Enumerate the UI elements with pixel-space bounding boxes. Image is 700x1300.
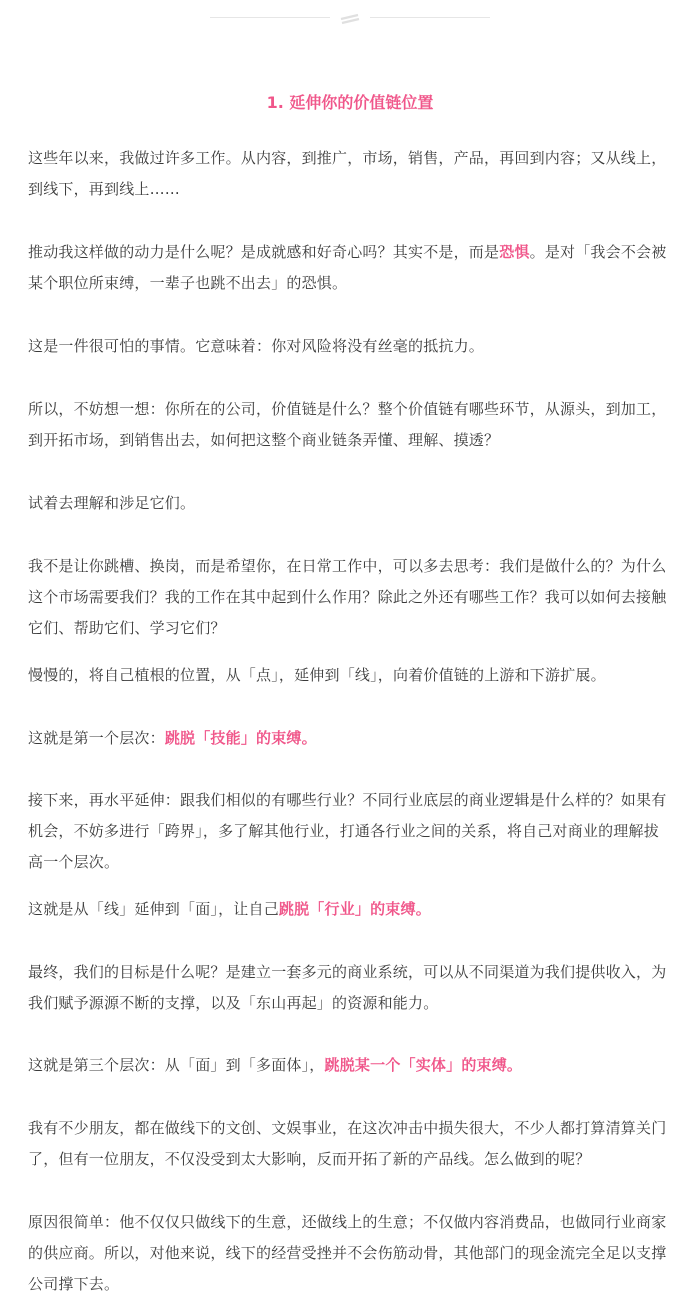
highlight-text: 恐惧 (499, 243, 530, 261)
paragraph-text: 这就是从「线」延伸到「面」，让自己 (28, 900, 279, 918)
paragraph-text: 我有不少朋友，都在做线下的文创、文娱事业，在这次冲击中损失很大，不少人都打算清算关门了，但有一位朋友，不仅没受到太大影响，反而开拓了新的产品线。怎么做到的呢？ (28, 1119, 667, 1168)
paragraph (28, 660, 674, 691)
section-divider (210, 8, 490, 28)
paragraph-text: 这是一件很可怕的事情。它意味着：你对风险将没有丝毫的抵抗力。 (28, 337, 485, 355)
highlight-text: 跳脱「行业」的束缚。 (278, 900, 431, 918)
divider-line-right (370, 17, 490, 18)
paragraph-text: 原因很简单：他不仅仅只做线下的生意，还做线上的生意；不仅做内容消费品，也做同行业商家的供应商。所以，对他来说，线下的经营受挫并不会伤筋动骨，其他部门的现金流完全足以支撑公司撑下去。 (28, 1213, 667, 1293)
divider-slash-icon (340, 8, 360, 28)
paragraph-text: 这就是第三个层次：从「面」到「多面体」， (28, 1056, 325, 1074)
paragraph (28, 394, 674, 456)
paragraph-text: 这些年以来，我做过许多工作。从内容，到推广，市场，销售，产品，再回到内容；又从线上，到线下，再到线上…… (28, 149, 667, 198)
highlight-text: 跳脱「技能」的束缚。 (164, 729, 317, 747)
paragraph-text: 接下来，再水平延伸：跟我们相似的有哪些行业？不同行业底层的商业逻辑是什么样的？如果有机会，不妨多进行「跨界」，多了解其他行业，打通各行业之间的关系，将自己对商业的理解拔高一个层次。 (28, 791, 667, 871)
paragraph (28, 1113, 674, 1175)
paragraph-text: 所以，不妨想一想：你所在的公司，价值链是什么？整个价值链有哪些环节，从源头，到加工，到开拓市场，到销售出去，如何把这整个商业链条弄懂、理解、摸透？ (28, 400, 667, 449)
paragraph (28, 785, 674, 878)
divider-line-left (210, 17, 330, 18)
paragraph (28, 723, 674, 754)
paragraph-text: 试着去理解和涉足它们。 (28, 494, 196, 512)
paragraph (28, 237, 674, 299)
paragraph (28, 1207, 674, 1300)
paragraph (28, 551, 674, 644)
paragraph-text: 。是对「我会不会被某个职位所束缚，一辈子也跳不出去」的恐惧。 (28, 243, 667, 292)
paragraph-text: 推动我这样做的动力是什么呢？是成就感和好奇心吗？其实不是，而是 (28, 243, 500, 261)
paragraph (28, 1050, 674, 1081)
paragraph-text: 这就是第一个层次： (28, 729, 165, 747)
paragraph (28, 143, 674, 205)
paragraph-text: 慢慢的，将自己植根的位置，从「点」，延伸到「线」，向着价值链的上游和下游扩展。 (28, 666, 606, 684)
paragraph-text: 我不是让你跳槽、换岗，而是希望你，在日常工作中，可以多去思考：我们是做什么的？为什么这个市场需要我们？我的工作在其中起到什么作用？除此之外还有哪些工作？我可以如何去接触它们、帮助它们、学习它们？ (28, 557, 667, 637)
section-heading: 1. 延伸你的价值链位置 (266, 93, 434, 112)
paragraph (28, 957, 674, 1019)
highlight-text: 跳脱某一个「实体」的束缚。 (324, 1056, 523, 1074)
paragraph-text: 最终，我们的目标是什么呢？是建立一套多元的商业系统，可以从不同渠道为我们提供收入，为我们赋予源源不断的支撑，以及「东山再起」的资源和能力。 (28, 963, 667, 1012)
paragraph (28, 488, 674, 519)
paragraph (28, 331, 674, 362)
paragraph (28, 894, 674, 925)
